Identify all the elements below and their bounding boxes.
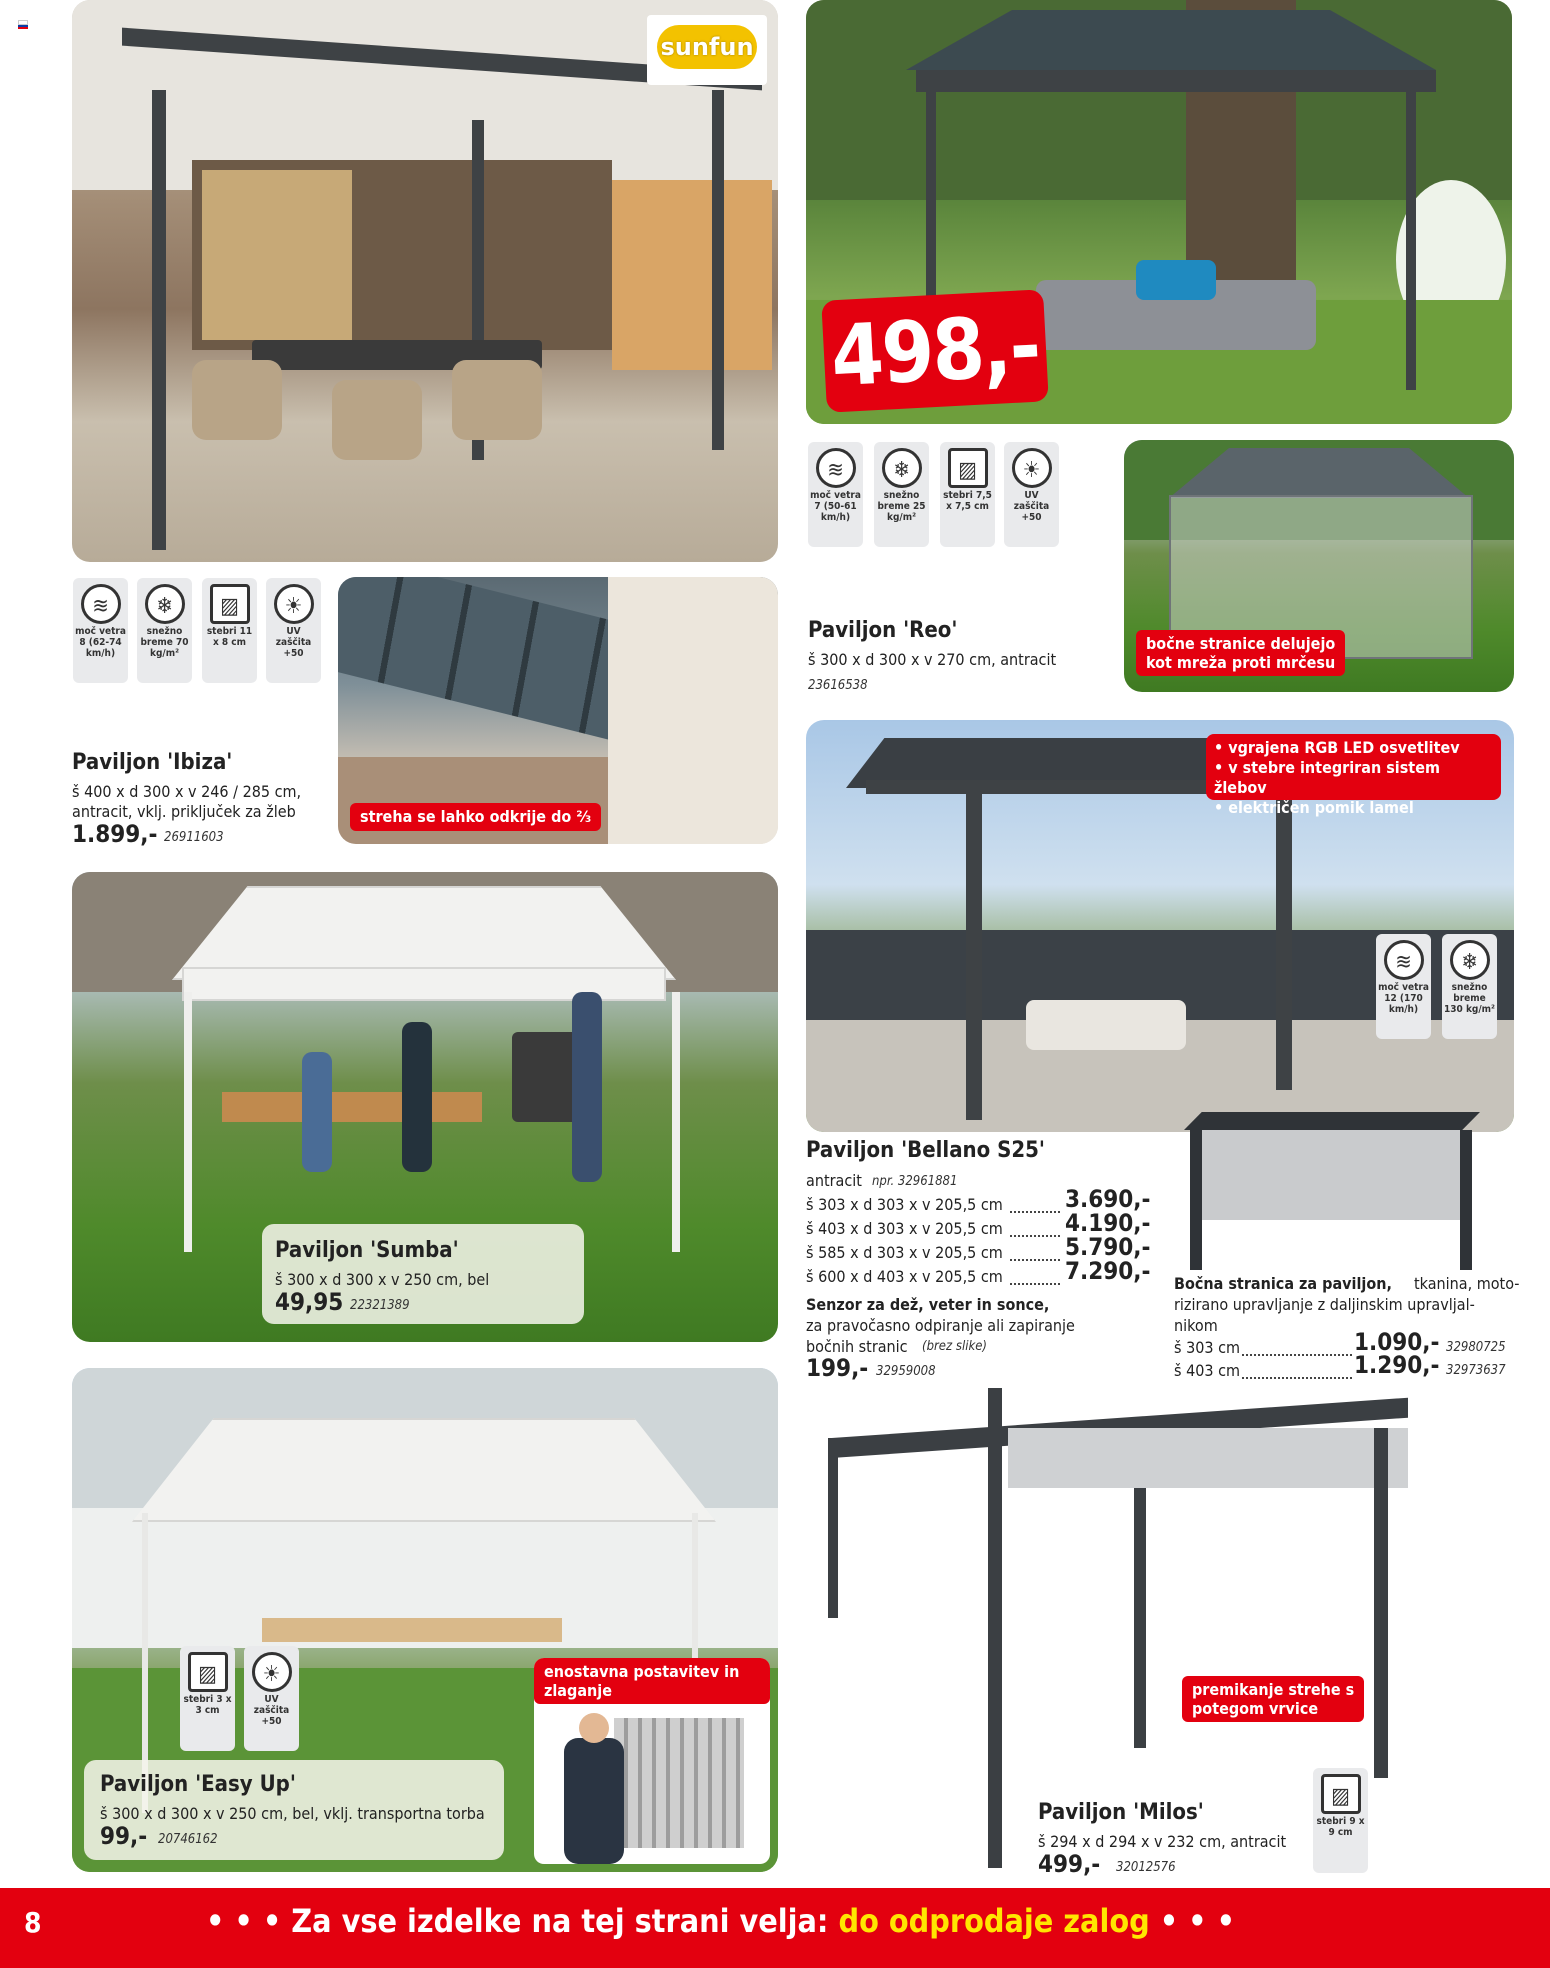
side-panel-dots-2 bbox=[1242, 1377, 1352, 1379]
side-panel-image bbox=[1184, 1072, 1480, 1272]
bellano-sensor-title: Senzor za dež, veter in sonce, bbox=[806, 1295, 1050, 1314]
slovenia-flag-icon bbox=[18, 20, 28, 28]
post-icon: ▨ bbox=[948, 448, 988, 488]
milos-price: 499,- bbox=[1038, 1850, 1101, 1878]
wind-icon: ≋ bbox=[1384, 940, 1424, 980]
milos-title: Paviljon 'Milos' bbox=[1038, 1800, 1204, 1825]
footer-bullets-left: • • • bbox=[206, 1902, 282, 1940]
side-panel-size-1: š 303 cm bbox=[1174, 1338, 1241, 1357]
footer-bullets-right: • • • bbox=[1159, 1902, 1235, 1940]
side-panel-dots-1 bbox=[1242, 1354, 1352, 1356]
bellano-sensor-desc2: bočnih stranic bbox=[806, 1337, 908, 1356]
side-panel-desc2: rizirano upravljanje z daljinskim upravljal- bbox=[1174, 1295, 1475, 1314]
bellano-size-4: š 600 x d 403 x v 205,5 cm bbox=[806, 1267, 1003, 1286]
side-panel-size-2: š 403 cm bbox=[1174, 1361, 1241, 1380]
sumba-title: Paviljon 'Sumba' bbox=[275, 1238, 459, 1263]
reo-desc: š 300 x d 300 x v 270 cm, antracit bbox=[808, 650, 1057, 669]
ibiza-photo bbox=[72, 0, 778, 562]
bellano-sensor-art-no: 32959008 bbox=[876, 1364, 936, 1379]
reo-snow-label: snežno breme 25 kg/m² bbox=[877, 490, 926, 523]
ibiza-title: Paviljon 'Ibiza' bbox=[72, 750, 233, 775]
sumba-art-no: 22321389 bbox=[350, 1298, 410, 1313]
reo-mesh-note-line2: kot mreža proti mrčesu bbox=[1146, 653, 1336, 672]
reo-mesh-note bbox=[1136, 630, 1345, 676]
bellano-dots-4 bbox=[1010, 1283, 1060, 1285]
reo-wind-icon-box bbox=[808, 442, 863, 547]
ibiza-roof-photo bbox=[338, 577, 778, 844]
brand-logo bbox=[647, 15, 767, 85]
ibiza-desc-line1: š 400 x d 300 x v 246 / 285 cm, bbox=[72, 782, 302, 801]
bellano-title: Paviljon 'Bellano S25' bbox=[806, 1138, 1045, 1163]
sun-icon: ☀ bbox=[1012, 448, 1052, 488]
footer-text-yellow: do odprodaje zalog bbox=[838, 1902, 1150, 1940]
bellano-feature-3: • električen pomik lamel bbox=[1214, 798, 1414, 817]
ibiza-price: 1.899,- bbox=[72, 820, 158, 848]
bellano-price-3: 5.790,- bbox=[1065, 1233, 1151, 1261]
easyup-setup-note-line2: zlaganje bbox=[544, 1681, 612, 1700]
bellano-npr: npr. 32961881 bbox=[872, 1174, 958, 1189]
bellano-dots-2 bbox=[1010, 1235, 1060, 1237]
ibiza-uv-label: UV zaščita +50 bbox=[275, 626, 312, 659]
milos-art-no: 32012576 bbox=[1116, 1860, 1176, 1875]
bellano-size-1: š 303 x d 303 x v 205,5 cm bbox=[806, 1195, 1003, 1214]
bellano-feature-box bbox=[1206, 734, 1501, 817]
sun-icon: ☀ bbox=[274, 584, 314, 624]
reo-mesh-note-line1: bočne stranice delujejo bbox=[1146, 634, 1336, 653]
reo-title: Paviljon 'Reo' bbox=[808, 618, 958, 643]
bellano-wind-icon-box bbox=[1376, 934, 1431, 1039]
easyup-setup-note bbox=[534, 1658, 770, 1704]
milos-post-label: stebri 9 x 9 cm bbox=[1316, 1816, 1365, 1838]
easyup-art-no: 20746162 bbox=[158, 1832, 218, 1847]
sumba-price: 49,95 bbox=[275, 1288, 344, 1316]
wind-icon: ≋ bbox=[816, 448, 856, 488]
side-panel-desc3: nikom bbox=[1174, 1316, 1218, 1335]
ibiza-wind-icon-box bbox=[73, 578, 128, 683]
post-icon: ▨ bbox=[188, 1652, 228, 1692]
easyup-price: 99,- bbox=[100, 1822, 148, 1850]
bellano-dots-3 bbox=[1010, 1259, 1060, 1261]
easyup-post-icon-box bbox=[180, 1646, 235, 1751]
bellano-size-2: š 403 x d 303 x v 205,5 cm bbox=[806, 1219, 1003, 1238]
side-panel-art-1: 32980725 bbox=[1446, 1340, 1506, 1355]
bellano-sensor-note: (brez slike) bbox=[922, 1339, 987, 1354]
sun-icon: ☀ bbox=[252, 1652, 292, 1692]
easyup-setup-note-line1: enostavna postavitev in bbox=[544, 1662, 740, 1681]
side-panel-art-2: 32973637 bbox=[1446, 1363, 1506, 1378]
footer-bar bbox=[0, 1888, 1550, 1968]
reo-wind-label: moč vetra 7 (50-61 km/h) bbox=[810, 490, 861, 523]
reo-post-icon-box bbox=[940, 442, 995, 547]
reo-snow-icon-box bbox=[874, 442, 929, 547]
milos-desc: š 294 x d 294 x v 232 cm, antracit bbox=[1038, 1832, 1287, 1851]
bellano-sensor-desc1: za pravočasno odpiranje ali zapiranje bbox=[806, 1316, 1075, 1335]
side-panel-price-2: 1.290,- bbox=[1354, 1351, 1440, 1379]
reo-uv-icon-box bbox=[1004, 442, 1059, 547]
side-panel-title: Bočna stranica za paviljon, bbox=[1174, 1274, 1392, 1293]
ibiza-desc-line2: antracit, vklj. priključek za žleb bbox=[72, 802, 296, 821]
ibiza-art-no: 26911603 bbox=[164, 830, 224, 845]
bellano-color: antracit bbox=[806, 1171, 862, 1190]
bellano-price-2: 4.190,- bbox=[1065, 1209, 1151, 1237]
bellano-sensor-price: 199,- bbox=[806, 1354, 869, 1382]
bellano-snow-icon-box bbox=[1442, 934, 1497, 1039]
reo-art-no: 23616538 bbox=[808, 678, 868, 693]
footer-text-white: Za vse izdelke na tej strani velja: bbox=[291, 1902, 829, 1940]
bellano-feature-2: • v stebre integriran sistem žlebov bbox=[1214, 758, 1440, 797]
snowflake-icon: ❄ bbox=[882, 448, 922, 488]
side-panel-price-1: 1.090,- bbox=[1354, 1328, 1440, 1356]
reo-uv-label: UV zaščita +50 bbox=[1013, 490, 1050, 523]
easyup-post-label: stebri 3 x 3 cm bbox=[183, 1694, 232, 1716]
ibiza-snow-icon-box bbox=[137, 578, 192, 683]
reo-post-label: stebri 7,5 x 7,5 cm bbox=[943, 490, 992, 512]
milos-roof-note-line2: potegom vrvice bbox=[1192, 1699, 1319, 1718]
easyup-title: Paviljon 'Easy Up' bbox=[100, 1772, 296, 1797]
bellano-snow-label: snežno breme 130 kg/m² bbox=[1444, 982, 1495, 1015]
ibiza-post-icon-box bbox=[202, 578, 257, 683]
ibiza-post-label: stebri 11 x 8 cm bbox=[206, 626, 253, 648]
post-icon: ▨ bbox=[210, 584, 250, 624]
milos-roof-note bbox=[1182, 1676, 1364, 1722]
reo-mesh-photo bbox=[1124, 440, 1514, 692]
ibiza-snow-label: snežno breme 70 kg/m² bbox=[140, 626, 189, 659]
page-number: 8 bbox=[24, 1906, 42, 1939]
snowflake-icon: ❄ bbox=[1450, 940, 1490, 980]
side-panel-desc1: tkanina, moto- bbox=[1414, 1274, 1520, 1293]
bellano-feature-1: • vgrajena RGB LED osvetlitev bbox=[1214, 738, 1460, 757]
sumba-desc: š 300 x d 300 x v 250 cm, bel bbox=[275, 1270, 490, 1289]
milos-roof-note-line1: premikanje strehe s bbox=[1192, 1680, 1355, 1699]
bellano-price-1: 3.690,- bbox=[1065, 1185, 1151, 1213]
bellano-wind-label: moč vetra 12 (170 km/h) bbox=[1378, 982, 1429, 1015]
ibiza-wind-label: moč vetra 8 (62-74 km/h) bbox=[75, 626, 126, 659]
brand-logo-text: sunfun bbox=[657, 25, 757, 69]
reo-price-badge bbox=[821, 289, 1049, 412]
bellano-photo bbox=[806, 720, 1514, 1132]
bellano-size-3: š 585 x d 303 x v 205,5 cm bbox=[806, 1243, 1003, 1262]
ibiza-uv-icon-box bbox=[266, 578, 321, 683]
reo-price-big: 498,- bbox=[828, 296, 1042, 406]
easyup-uv-icon-box bbox=[244, 1646, 299, 1751]
easyup-desc: š 300 x d 300 x v 250 cm, bel, vklj. transportna torba bbox=[100, 1804, 485, 1823]
footer-text bbox=[206, 1902, 1235, 1940]
post-icon: ▨ bbox=[1321, 1774, 1361, 1814]
wind-icon: ≋ bbox=[81, 584, 121, 624]
reo-photo bbox=[806, 0, 1512, 424]
snowflake-icon: ❄ bbox=[145, 584, 185, 624]
bellano-dots-1 bbox=[1010, 1211, 1060, 1213]
bellano-price-4: 7.290,- bbox=[1065, 1257, 1151, 1285]
easyup-uv-label: UV zaščita +50 bbox=[253, 1694, 290, 1727]
ibiza-roof-note: streha se lahko odkrije do ⅔ bbox=[350, 803, 601, 831]
milos-post-icon-box bbox=[1313, 1768, 1368, 1873]
